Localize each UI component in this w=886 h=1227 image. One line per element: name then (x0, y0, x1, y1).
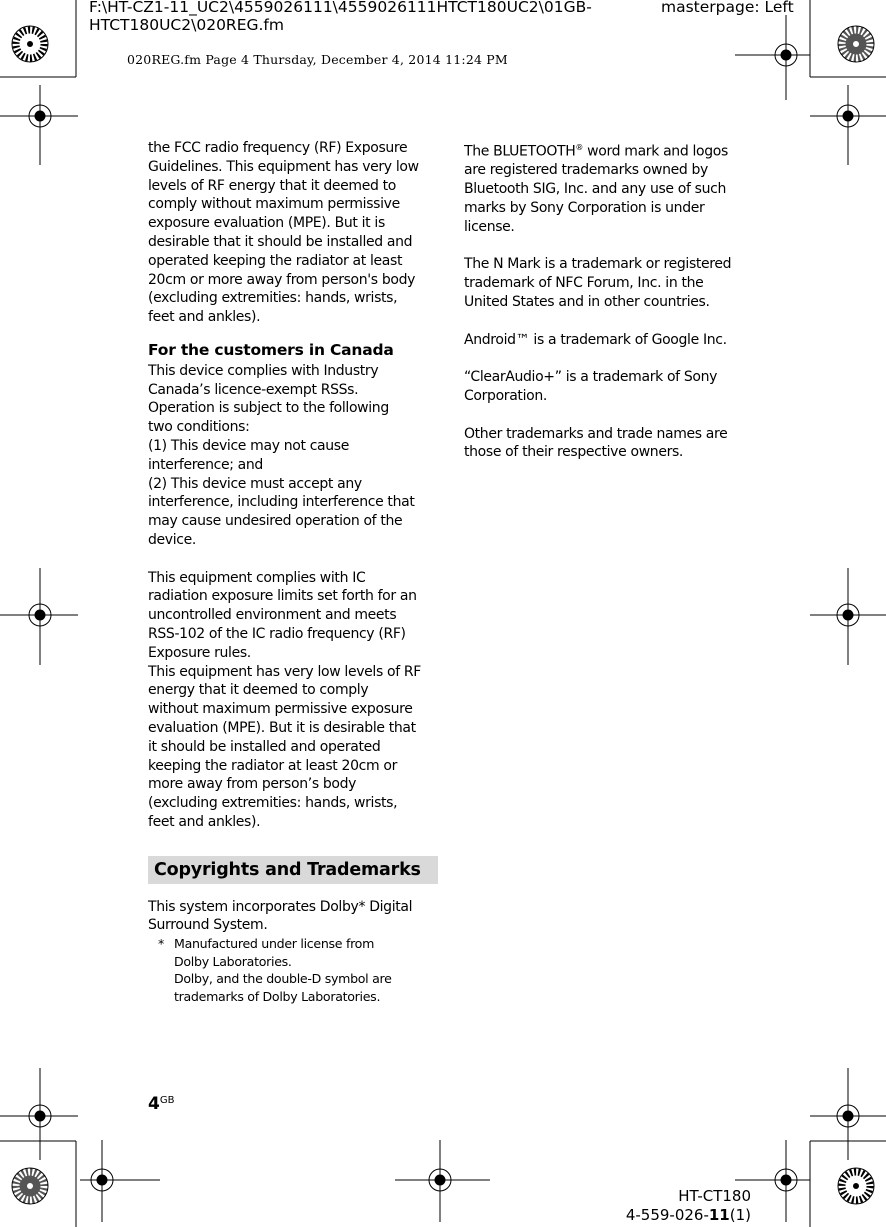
left-column (148, 139, 438, 1005)
file-path-line1: F:\HT-CZ1-11_UC2\4559026111\4559026111HTCT180UC2\01GB- (89, 0, 592, 16)
bluetooth-paragraph (464, 139, 759, 237)
footnote-text: Manufactured under license from Dolby Laboratories. Dolby, and the double-D symbol are trademarks of Dolby Laboratories. (174, 936, 392, 1004)
registration-mark (395, 1140, 490, 1222)
page-suffix: GB (159, 1095, 175, 1106)
section-title: Copyrights and Trademarks (148, 856, 438, 884)
model-name: HT-CT180 (678, 1187, 751, 1205)
registration-mark (735, 15, 810, 100)
canada-heading: For the customers in Canada (148, 340, 394, 359)
registered-mark: ® (575, 143, 584, 152)
star-target-icon (838, 26, 874, 62)
registration-mark (810, 568, 886, 665)
page-number-value: 4 (148, 1094, 160, 1114)
footer-model-info (626, 1187, 751, 1225)
registration-mark (0, 568, 78, 665)
bluetooth-text-post: word mark and logos are registered trademarks owned by Bluetooth SIG, Inc. and any use of such marks by Sony Corporation is under license. (464, 143, 728, 235)
star-target-icon (12, 26, 48, 62)
frame-info: 020REG.fm Page 4 Thursday, December 4, 2014 11:24 PM (127, 52, 508, 67)
star-target-icon (838, 1168, 874, 1204)
registration-mark (810, 85, 886, 165)
nmark-paragraph: The N Mark is a trademark or registered trademark of NFC Forum, Inc. in the United States and in other countries. (464, 256, 732, 311)
part-number-prefix: 4-559-026- (625, 1206, 709, 1224)
masterpage-label: masterpage: Left (661, 0, 794, 16)
other-trademarks-paragraph: Other trademarks and trade names are those of their respective owners. (464, 425, 728, 461)
page-number (148, 1094, 174, 1114)
star-target-icon (12, 1168, 48, 1204)
part-number-version: 11 (708, 1206, 730, 1224)
fcc-paragraph: the FCC radio frequency (RF) Exposure Guidelines. This equipment has very low levels of RF energy that it deemed to comply without maximum permissive exposure evaluation (MPE). But it is desirable that it should be installed and operated keeping the radiator at least 20cm or more away from person's body (excluding extremities: hands, wrists, feet and ankles). (148, 140, 419, 326)
right-column (464, 139, 759, 462)
ic-paragraph: This equipment complies with IC radiation exposure limits set forth for an uncontrolled environment and meets RSS-102 of the IC radio frequency (RF) Exposure rules. This equipment has very low levels of RF energy that it deemed to comply without maximum permissive exposure evaluation (MPE). But it is desirable that it should be installed and operated keeping the radiator at least 20cm or more away from person’s body (excluding extremities: hands, wrists, feet and ankles). (148, 569, 421, 830)
footnote-mark: * (158, 936, 164, 952)
part-number-suffix: (1) (729, 1206, 751, 1224)
canada-paragraph: This device complies with Industry Canada’s licence-exempt RSSs. Operation is subject to the following two conditions: (1) This device may not cause interference; and (2) This device must accept any interference, including interference that may cause undesired operation of the device. (148, 362, 415, 548)
clearaudio-paragraph: “ClearAudio+” is a trademark of Sony Corporation. (464, 369, 718, 405)
dolby-note (148, 935, 438, 1005)
android-paragraph: Android™ is a trademark of Google Inc. (464, 331, 727, 348)
dolby-paragraph: This system incorporates Dolby* Digital Surround System. (148, 898, 413, 934)
part-number (626, 1206, 751, 1225)
file-path-line2: HTCT180UC2\020REG.fm (89, 16, 284, 34)
bluetooth-text-pre: The BLUETOOTH (464, 143, 576, 160)
registration-mark (0, 85, 78, 165)
registration-mark (810, 1068, 886, 1160)
registration-mark (80, 1140, 160, 1222)
registration-mark (0, 1068, 78, 1160)
